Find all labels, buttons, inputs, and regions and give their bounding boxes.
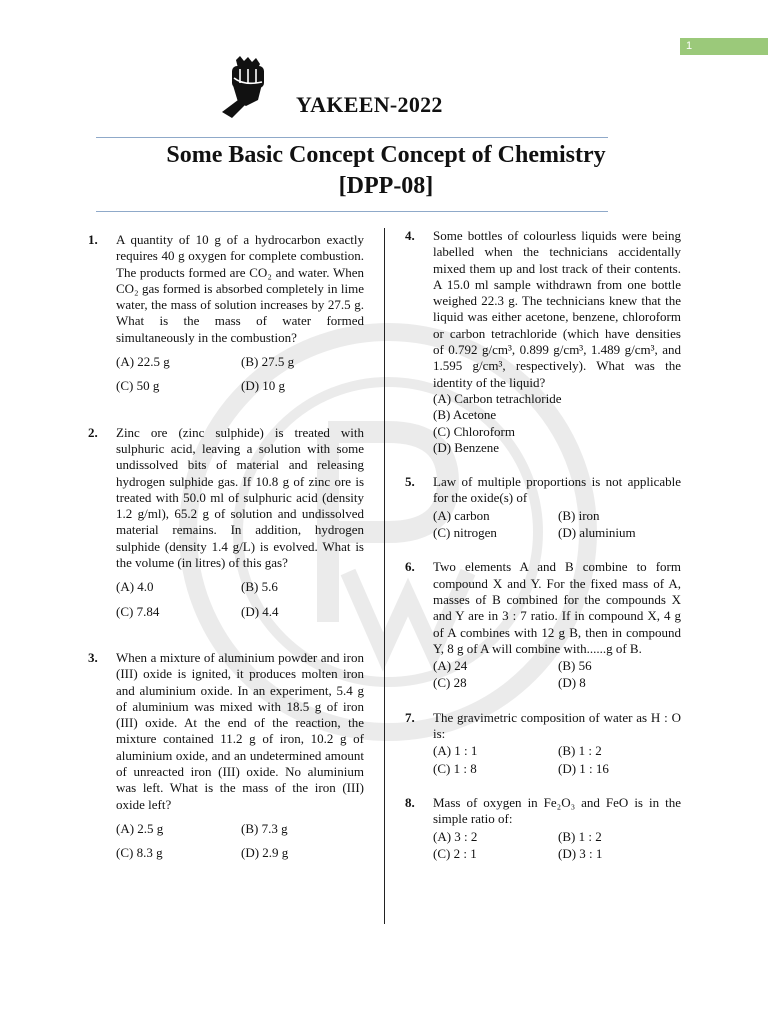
options xyxy=(433,391,681,456)
question-text: Two elements A and B combine to form compound X and Y. For the fixed mass of A, masses of B combined for the compounds X and Y are in 3 : 7 ratio. If in compound X, 4 g of A combines with 12 g B, then in compound Y, 8 g of A will combine with......g of B. xyxy=(433,559,681,656)
page-title xyxy=(96,140,676,202)
option-b[interactable]: (B) 1 : 2 xyxy=(558,743,602,759)
option-c[interactable]: (C) 28 xyxy=(433,675,467,691)
options xyxy=(433,658,681,692)
question-number: 4. xyxy=(405,228,415,243)
options xyxy=(433,829,681,863)
option-b[interactable]: (B) 7.3 g xyxy=(241,820,288,836)
question-text: When a mixture of aluminium powder and iron (III) oxide is ignited, it produces molten iron and aluminium oxide. In an experiment, 5.4 g of aluminium was mixed with 18.5 g of iron (III) oxide. At the end of the reaction, the mixture contained 11.2 g of iron, 10.2 g of aluminium oxide, and an undetermined amount of unreacted iron (III) oxide. No aluminium was left. What is the mass of the iron (III) oxide left? xyxy=(116,649,364,812)
option-d[interactable]: (D) 8 xyxy=(558,675,586,691)
option-c[interactable]: (C) 7.84 xyxy=(116,603,160,619)
header-rule-bottom xyxy=(96,211,608,212)
header-rule-top xyxy=(96,137,608,138)
option-c[interactable]: (C) 2 : 1 xyxy=(433,845,477,861)
right-column xyxy=(405,228,681,862)
option-d[interactable]: (D) 10 g xyxy=(241,378,286,394)
option-b[interactable]: (B) Acetone xyxy=(433,407,497,423)
question-number: 2. xyxy=(88,424,98,440)
page-title-line2: [DPP-08] xyxy=(338,173,434,199)
option-a[interactable]: (A) 22.5 g xyxy=(116,354,170,370)
option-d[interactable]: (D) aluminium xyxy=(558,525,636,541)
question-number: 1. xyxy=(88,232,98,247)
option-c[interactable]: (C) Chloroform xyxy=(433,423,515,439)
option-d[interactable]: (D) 4.4 xyxy=(241,603,279,619)
page-number-badge xyxy=(680,38,768,55)
option-b[interactable]: (B) iron xyxy=(558,507,600,523)
question-5 xyxy=(405,474,681,541)
brand-title: YAKEEN-2022 xyxy=(296,92,443,117)
question-number: 5. xyxy=(405,474,415,490)
question-1 xyxy=(88,232,364,395)
option-b[interactable]: (B) 5.6 xyxy=(241,579,278,595)
option-a[interactable]: (A) 1 : 1 xyxy=(433,743,478,759)
question-6 xyxy=(405,559,681,691)
option-c[interactable]: (C) 8.3 g xyxy=(116,845,163,861)
option-b[interactable]: (B) 1 : 2 xyxy=(558,828,602,844)
question-2 xyxy=(88,425,364,620)
question-number: 6. xyxy=(405,559,415,575)
option-d[interactable]: (D) 2.9 g xyxy=(241,845,289,861)
question-text: Zinc ore (zinc sulphide) is treated with sulphuric acid, leaving a solution with some undissolved bits of material and releasing hydrogen sulphide gas. If 10.8 g of zinc ore is treated with 50.0 ml of sulphuric acid (density 1.2 g/ml), 65.2 g of solution and undissolved material remains. In addition, hydrogen sulphide (density 1.4 g/L) is evolved. What is the volume (in litres) of this gas? xyxy=(116,424,364,571)
option-a[interactable]: (A) 3 : 2 xyxy=(433,828,478,844)
raised-fist-icon xyxy=(218,56,278,118)
page-number: 1 xyxy=(686,40,693,52)
question-3 xyxy=(88,650,364,862)
left-column xyxy=(88,232,364,862)
question-text: Law of multiple proportions is not applicable for the oxide(s) of xyxy=(433,474,681,506)
question-text: Mass of oxygen in Fe₂O₃ and FeO is in the simple ratio of: xyxy=(433,794,681,827)
option-b[interactable]: (B) 56 xyxy=(558,658,592,674)
column-divider xyxy=(384,228,385,924)
option-c[interactable]: (C) nitrogen xyxy=(433,525,497,541)
options xyxy=(433,743,681,777)
options xyxy=(433,508,681,542)
option-b[interactable]: (B) 27.5 g xyxy=(241,354,295,370)
option-a[interactable]: (A) 4.0 xyxy=(116,579,154,595)
option-d[interactable]: (D) Benzene xyxy=(433,439,500,455)
question-text: A quantity of 10 g of a hydrocarbon exactly requires 40 g oxygen for complete combustion. The products formed are CO₂ and water. When CO₂ gas formed is absorbed completely in lime water, the mass of solution increases by 27.5 g. What is the mass of water formed simultaneously in the combustion? xyxy=(116,232,364,345)
option-d[interactable]: (D) 1 : 16 xyxy=(558,760,609,776)
question-number: 7. xyxy=(405,709,415,725)
option-a[interactable]: (A) 24 xyxy=(433,658,468,674)
page-title-line1: Some Basic Concept Concept of Chemistry xyxy=(166,142,606,168)
question-text: Some bottles of colourless liquids were being labelled when the technicians accidentally mixed them up and lost track of their contents. A 15.0 ml sample withdrawn from one bottle weighed 22.3 g. The technicians knew that the liquid was either acetone, benzene, chloroform or carbon tetrachloride (which have densities of 0.792 g/cm³, 0.899 g/cm³, 1.489 g/cm³, and 1.595 g/cm³, respectively). What was the identity of the liquid? xyxy=(433,228,681,390)
options xyxy=(116,579,364,620)
option-a[interactable]: (A) 2.5 g xyxy=(116,820,164,836)
question-7 xyxy=(405,710,681,777)
question-number: 3. xyxy=(88,649,98,665)
options xyxy=(116,354,364,395)
options xyxy=(116,821,364,862)
option-d[interactable]: (D) 3 : 1 xyxy=(558,845,603,861)
question-8 xyxy=(405,795,681,862)
question-4 xyxy=(405,228,681,456)
question-text: The gravimetric composition of water as H : O is: xyxy=(433,709,681,742)
option-c[interactable]: (C) 1 : 8 xyxy=(433,760,477,776)
option-a[interactable]: (A) carbon xyxy=(433,507,490,523)
option-c[interactable]: (C) 50 g xyxy=(116,378,160,394)
question-number: 8. xyxy=(405,794,415,810)
option-a[interactable]: (A) Carbon tetrachloride xyxy=(433,390,562,406)
